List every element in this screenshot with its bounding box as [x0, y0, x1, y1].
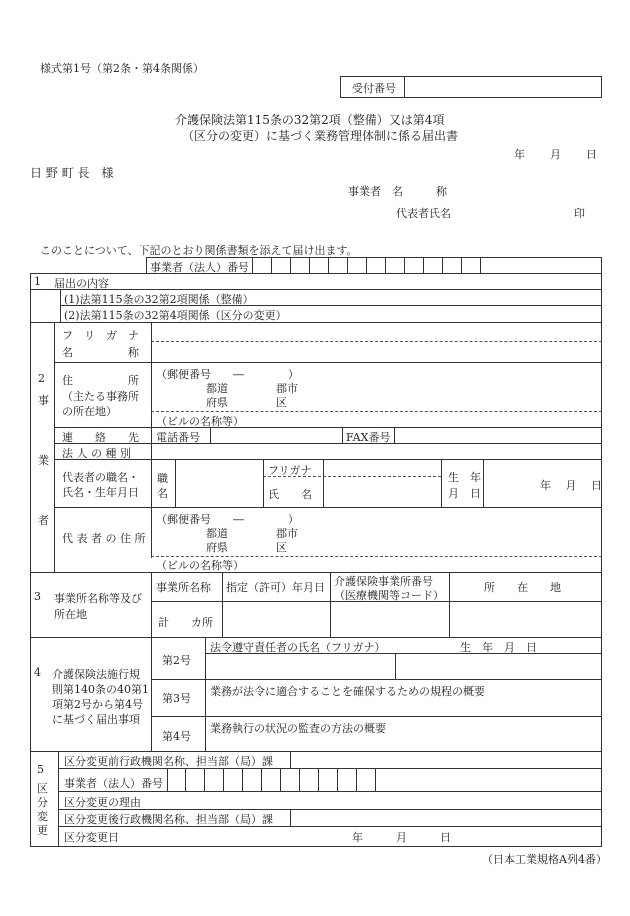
footer-note: （日本工業規格A列4番） — [482, 853, 607, 866]
s3-col-number: 介護保険事業所番号 — [334, 575, 433, 588]
s1-num: 1 — [34, 275, 41, 288]
s5-num: 5 — [37, 763, 44, 776]
digit-cell-divider — [271, 257, 272, 274]
doc-title-1: 介護保険法第115条の32第2項（整備）又は第4項 — [175, 113, 445, 127]
s5-digit-cell-divider — [280, 768, 281, 791]
intro-text: このことについて、下記のとおり関係書類を添えて届け出ます。 — [40, 244, 358, 257]
s1-title: 届出の内容 — [54, 277, 109, 290]
date-month: 月 — [550, 148, 561, 161]
digit-cell-divider — [347, 257, 348, 274]
corp-type-label: 法 人 の 種 別 — [62, 447, 131, 460]
address-label: 住 所 — [62, 374, 139, 387]
phone-label: 電話番号 — [156, 431, 200, 444]
s5-digit-cell-divider — [223, 768, 224, 791]
s3-col-date: 指定（許可）年月日 — [226, 581, 325, 594]
doc-title-2: （区分の変更）に基づく業務管理体制に係る届出書 — [182, 129, 459, 143]
rep-address-label: 代 表 者 の 住 所 — [62, 532, 146, 545]
s4-label-1: 介護保険法施行規 — [52, 668, 140, 681]
digit-cell-divider — [480, 257, 481, 274]
birth-1: 生 年 — [448, 471, 481, 484]
receipt-number-field[interactable] — [405, 77, 601, 97]
furigana-label: フ リ ガ ナ — [62, 329, 139, 342]
rep-todo: 都道 — [206, 527, 228, 540]
digit-cell-divider — [309, 257, 310, 274]
s1-item-2[interactable]: (2)法第115条の32第4項関係（区分の変更） — [64, 309, 287, 322]
audit-label: 業務執行の状況の監査の方法の概要 — [210, 722, 386, 735]
s4-row2: 第2号 — [162, 654, 191, 667]
s5-digit-cell-divider — [356, 768, 357, 791]
birth-2: 月 日 — [448, 487, 481, 500]
address-label-2: （主たる事務所 — [62, 390, 139, 403]
seal-mark: 印 — [574, 207, 585, 220]
s4-row3: 第3号 — [162, 692, 191, 705]
digit-cell-divider — [252, 257, 253, 274]
rep-ku: 区 — [276, 541, 287, 554]
s4-num: 4 — [34, 666, 41, 679]
s3-col-name: 事業所名称 — [156, 581, 211, 594]
contact-label: 連 絡 先 — [62, 431, 139, 444]
s5-v3: 変 — [37, 810, 48, 823]
digit-cell-divider — [328, 257, 329, 274]
building-name[interactable]: （ビルの名称等） — [156, 415, 244, 428]
digit-cell-divider — [385, 257, 386, 274]
s5-v1: 区 — [37, 782, 48, 795]
receipt-label: 受付番号 — [352, 82, 396, 95]
date-day: 日 — [586, 148, 597, 161]
rep-title-label: 代表者の職名・ — [62, 471, 139, 484]
change-date: 区分変更日 — [64, 831, 119, 844]
s5-v4: 更 — [37, 824, 48, 837]
s4-label-3: 項第2号から第4号 — [52, 698, 143, 711]
postal-code[interactable]: （郵便番号 ― ） — [156, 368, 299, 381]
digit-cell-divider — [404, 257, 405, 274]
ku: 区 — [276, 396, 287, 409]
rep-furigana: フリガナ — [268, 464, 312, 477]
s2-v2: 業 — [38, 454, 49, 467]
s3-label: 事業所名称等及び — [54, 592, 142, 605]
s5-digit-cell-divider — [204, 768, 205, 791]
s4-label-4: に基づく届出事項 — [52, 713, 140, 726]
applicant-label: 事業者 名 称 — [348, 185, 447, 198]
s5-digit-cell-divider — [261, 768, 262, 791]
s4-row4: 第4号 — [162, 730, 191, 743]
birth-ymd: 年 月 日 — [540, 479, 602, 492]
s1-item-1[interactable]: (1)法第115条の32第2項関係（整備） — [64, 293, 254, 306]
s4-label-2: 則第140条の40第1 — [52, 683, 149, 696]
s5-digit-cell-divider — [185, 768, 186, 791]
address-label-3: の所在地） — [62, 405, 117, 418]
s3-col-location: 所 在 地 — [484, 581, 561, 594]
rep-postal-code[interactable]: （郵便番号 ― ） — [156, 513, 299, 526]
digit-cell-divider — [461, 257, 462, 274]
rep-building-name[interactable]: （ビルの名称等） — [156, 559, 244, 572]
s3-total: 計 カ所 — [158, 616, 213, 629]
s2-v3: 者 — [38, 514, 49, 527]
rep-fuken: 府県 — [206, 541, 228, 554]
form-id: 様式第1号（第2条・第4条関係） — [40, 62, 204, 75]
s2-num: 2 — [38, 372, 45, 385]
change-ymd: 年 月 日 — [352, 831, 451, 844]
business-number-label: 事業者（法人）番号 — [150, 261, 249, 274]
shoku-2: 名 — [157, 487, 168, 500]
s5-business-number: 事業者（法人）番号 — [64, 777, 163, 790]
after-agency: 区分変更後行政機関名称、担当部（局）課 — [64, 813, 273, 826]
s2-v1: 事 — [38, 394, 49, 407]
digit-cell-divider — [442, 257, 443, 274]
digit-cell-divider — [423, 257, 424, 274]
s5-digit-cell-divider — [337, 768, 338, 791]
rules-label: 業務が法令に適合することを確保するための規程の概要 — [210, 685, 485, 698]
s5-digit-cell-divider — [299, 768, 300, 791]
name-label: 名 称 — [62, 346, 139, 359]
s5-v2: 分 — [37, 796, 48, 809]
todo: 都道 — [206, 382, 228, 395]
s3-label-2: 所在地 — [54, 608, 87, 621]
s3-num: 3 — [34, 590, 41, 603]
gunshi: 郡市 — [276, 382, 298, 395]
rep-gunshi: 郡市 — [276, 527, 298, 540]
s5-digit-cell-divider — [318, 768, 319, 791]
officer-birth-label: 生 年 月 日 — [460, 641, 537, 654]
rep-name: 氏 名 — [268, 488, 312, 501]
digit-cell-divider — [366, 257, 367, 274]
s3-col-number-2: （医療機関等コード） — [334, 589, 444, 602]
s5-digit-cell-divider — [242, 768, 243, 791]
rep-name-label: 代表者氏名 — [396, 207, 451, 220]
date-year: 年 — [514, 148, 525, 161]
officer-label: 法令遵守責任者の氏名（フリガナ） — [210, 641, 386, 654]
before-agency: 区分変更前行政機関名称、担当部（局）課 — [64, 755, 273, 768]
digit-cell-divider — [290, 257, 291, 274]
fuken: 府県 — [206, 396, 228, 409]
shoku-1: 職 — [157, 472, 168, 485]
fax-label: FAX番号 — [346, 431, 391, 444]
s5-digit-cell-divider — [375, 768, 376, 791]
rep-title-label-2: 氏名・生年月日 — [62, 486, 139, 499]
addressee: 日 野 町 長 様 — [30, 166, 114, 180]
change-reason: 区分変更の理由 — [64, 796, 141, 809]
